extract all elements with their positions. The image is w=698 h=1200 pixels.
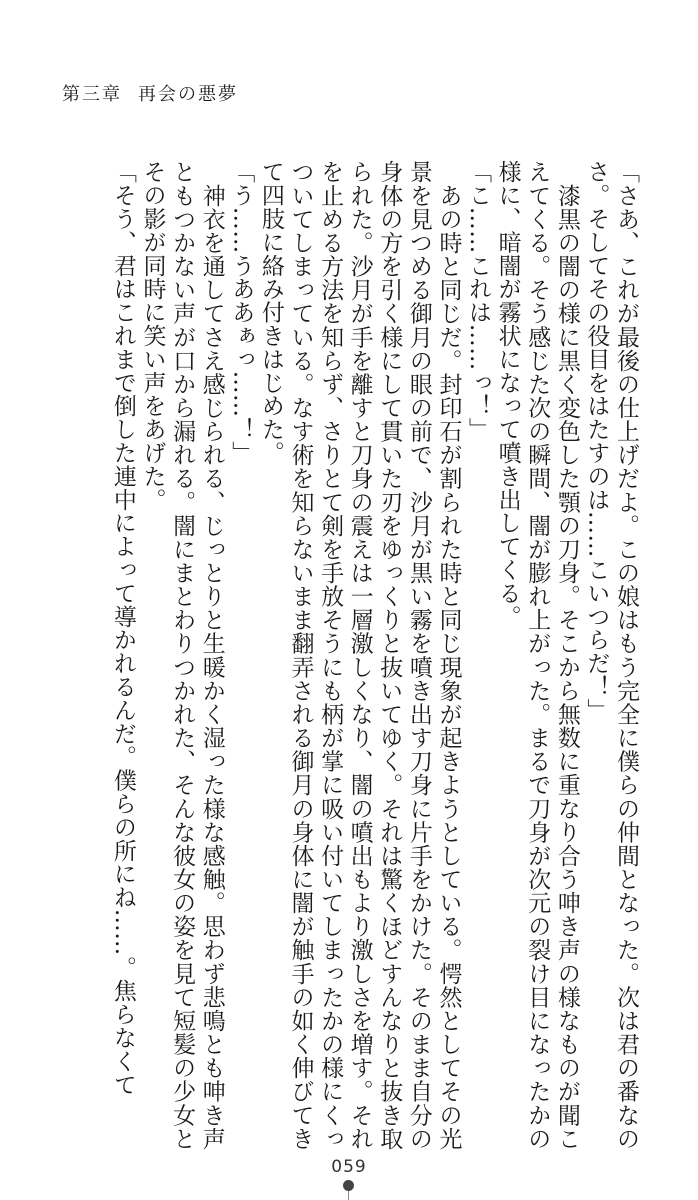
paragraph-7: 「そう、君はこれまで倒した連中によって導かれるんだ。僕らの所にね……。焦らなくて	[109, 160, 136, 1096]
paragraph-4: あの時と同じだ。封印石が割られた時と同じ現象が起きようとしている。愕然としてその光景を見つめる御月の眼の前で、沙月が黒い霧を噴き出す刀身に片手をかけた。そのまま自分の身体の方を引く様にして貫いた刃をゆっくりと抜いてゆく。それは驚くほどすんなりと抜き取られた。沙月が手を離すと刀身の震えは一層激しくなり、闇の噴出もより激しさを増す。それを止める方法を知らず、さりとて剣を手放そうにも柄が掌に吸い付いてしまったかの様にくっついてしまっている。なす術を知らないまま翻弄される御月の身体に闇が触手の如く伸びてきて四肢に絡み付きはじめた。	[257, 160, 462, 1150]
page-number: 059	[331, 1157, 367, 1177]
paragraph-3: 「こ……これは……っ！」	[465, 160, 492, 441]
paragraph-5: 「う……うああぁっ……！」	[228, 160, 255, 465]
chapter-title: 再会の悪夢	[138, 84, 238, 105]
chapter-number: 第三章	[62, 84, 122, 105]
chapter-header	[62, 80, 238, 106]
paragraph-1: 「さあ、これが最後の仕上げだよ。この娘はもう完全に僕らの仲間となった。次は君の番なのさ。そしてその役目をはたすのは……こいつらだ！」	[583, 160, 639, 1150]
paragraph-2: 漆黒の闇の様に黒く変色した顎の刀身。そこから無数に重なり合う呻き声の様なものが聞こえてくる。そう感じた次の瞬間、闇が膨れ上がった。まるで刀身が次元の裂け目になったかの様に、暗闇が霧状になって噴き出してくる。	[494, 160, 580, 1150]
vertical-body-text	[107, 160, 640, 1150]
paragraph-6: 神衣を通してさえ感じられる、じっとりと生暖かく湿った様な感触。思わず悲鳴とも呻き声ともつかない声が口から漏れる。闇にまとわりつかれた、そんな彼女の姿を見て短髪の少女とその影が同時に笑い声をあげた。	[139, 160, 225, 1150]
page-marker-icon	[343, 1180, 354, 1191]
